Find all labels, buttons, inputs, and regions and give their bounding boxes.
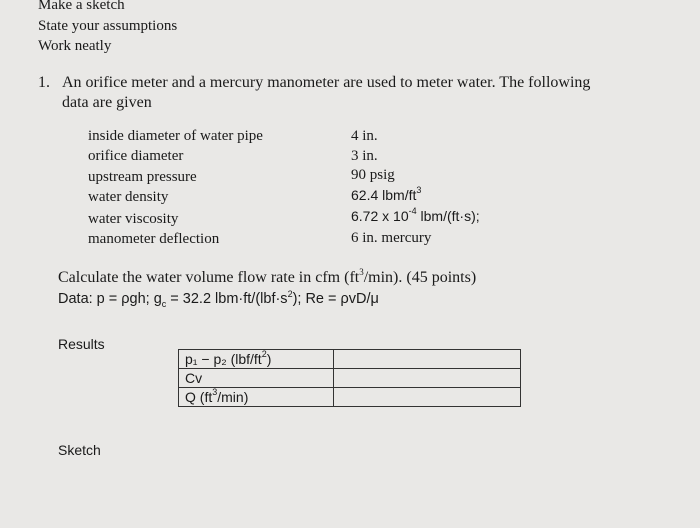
table-row: [179, 369, 521, 388]
given-value: 90 psig: [351, 167, 395, 183]
problem-number: 1.: [38, 74, 50, 91]
results-table: [178, 349, 521, 407]
problem-text-line1: An orifice meter and a mercury manometer are used to meter water. The following: [62, 74, 591, 91]
table-row: [179, 350, 521, 369]
quantity-cell: Cv: [179, 369, 334, 388]
given-value: 62.4 lbm/$ft^3$: [351, 185, 422, 203]
table-row: [179, 388, 521, 407]
instruction-assumptions: State your assumptions: [38, 18, 178, 34]
task-line2: Data: p = ρgh; $g_c = 32.2$ $lbm\cdot ft/(lbf\cdot s^2)$; Re = ρvD/μ: [58, 289, 379, 309]
given-label: orifice diameter: [88, 148, 184, 164]
given-value: 6 in. mercury: [351, 230, 432, 246]
task-line1: Calculate the water volume flow rate in cfm $(ft^3/\min)$. (45 points): [58, 267, 477, 286]
result-value-field[interactable]: [334, 369, 521, 388]
instruction-neatly: Work neatly: [38, 38, 112, 54]
given-value: 3 in.: [351, 148, 378, 164]
sketch-heading: Sketch: [58, 442, 101, 458]
given-value: 4 in.: [351, 128, 378, 144]
problem-text-line2: data are given: [62, 94, 152, 111]
instruction-sketch: Make a sketch: [38, 0, 125, 13]
result-value-field[interactable]: [334, 350, 521, 369]
results-heading: Results: [58, 336, 105, 352]
given-label: water viscosity: [88, 211, 179, 227]
given-label: upstream pressure: [88, 169, 197, 185]
given-label: inside diameter of water pipe: [88, 128, 263, 144]
given-label: manometer deflection: [88, 231, 220, 247]
quantity-cell: p₁ − p₂ $(lbf/ft^2)$: [179, 350, 334, 369]
given-value: 6.72 x $10^{-4}$ lbm/(ft·s);: [351, 206, 480, 224]
given-label: water density: [88, 189, 169, 205]
quantity-cell: Q $(ft^3/\min)$: [179, 388, 334, 407]
result-value-field[interactable]: [334, 388, 521, 407]
